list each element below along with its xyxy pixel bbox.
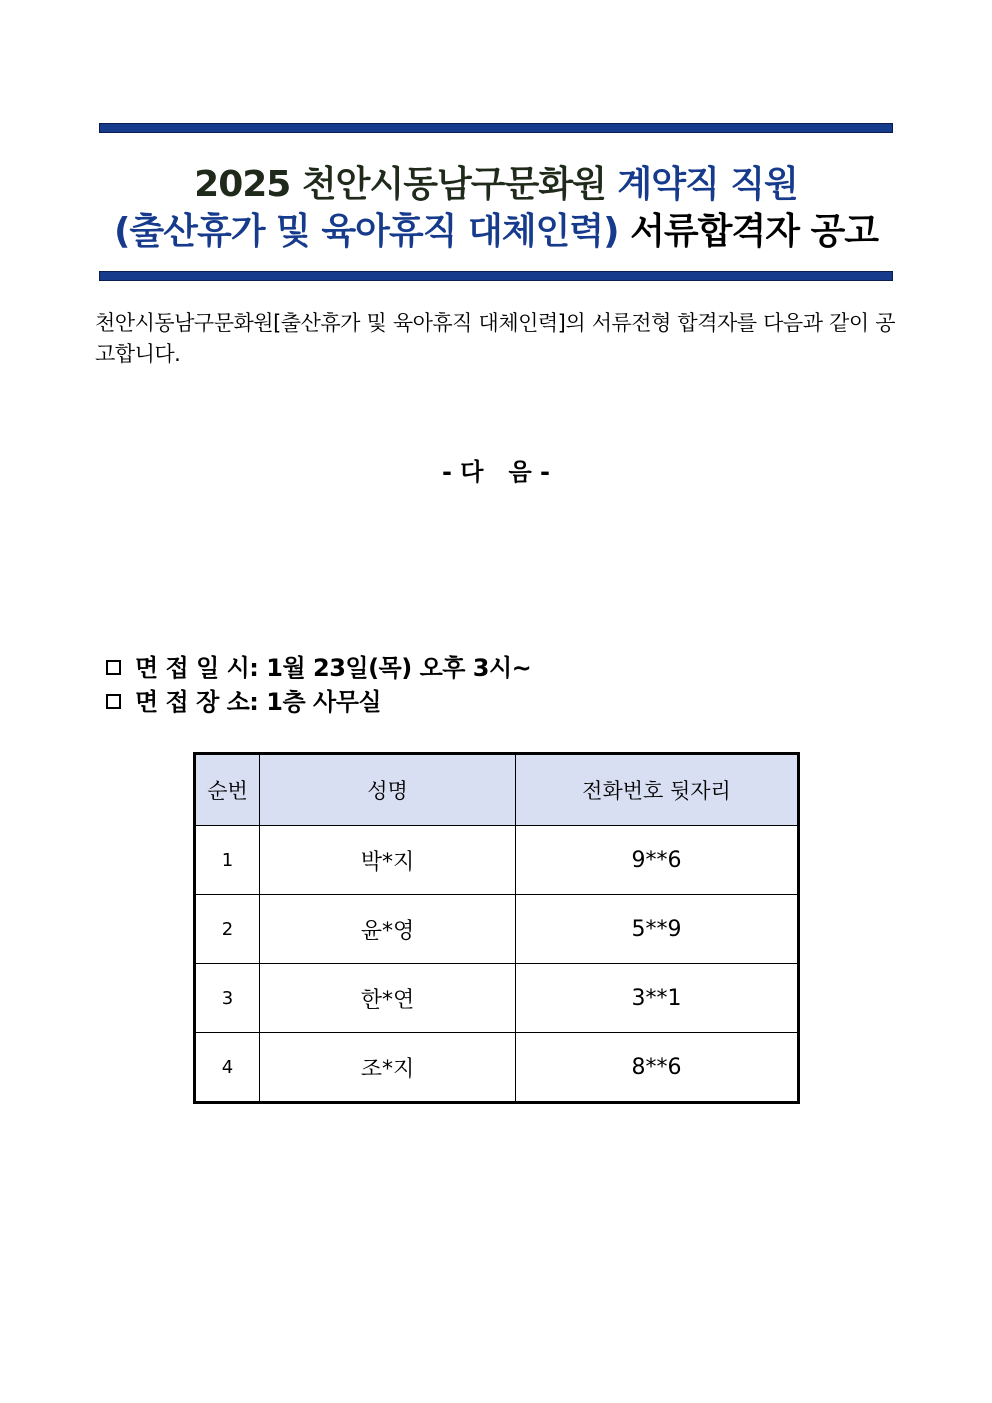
table-row: [195, 964, 799, 1033]
row-name: 윤*영: [260, 895, 516, 964]
title-line-2: [99, 203, 893, 254]
row-phone: 8**6: [516, 1033, 799, 1103]
interview-place-value: 1층 사무실: [266, 688, 382, 716]
row-order: 1: [195, 826, 260, 895]
row-order: 2: [195, 895, 260, 964]
table-header-row: [195, 754, 799, 826]
row-phone: 5**9: [516, 895, 799, 964]
row-name: 박*지: [260, 826, 516, 895]
row-phone: 9**6: [516, 826, 799, 895]
checkbox-square-icon: [106, 694, 121, 709]
applicants-table: [193, 752, 800, 1104]
row-phone: 3**1: [516, 964, 799, 1033]
interview-place-label: 면 접 장 소:: [135, 688, 259, 716]
section-heading: - 다 음 -: [441, 458, 551, 486]
row-name: 한*연: [260, 964, 516, 1033]
header-order: 순번: [195, 754, 260, 826]
table-row: [195, 895, 799, 964]
row-order: 3: [195, 964, 260, 1033]
title-line-1: [99, 156, 893, 207]
row-name: 조*지: [260, 1033, 516, 1103]
table-row: [195, 1033, 799, 1103]
header-phone: 전화번호 뒷자리: [516, 754, 799, 826]
row-order: 4: [195, 1033, 260, 1103]
header-name: 성명: [260, 754, 516, 826]
interview-datetime-value: 1월 23일(목) 오후 3시~: [266, 654, 532, 682]
title-org: 2025 천안시동남구문화원: [194, 164, 606, 205]
table-row: [195, 826, 799, 895]
bottom-rule: [99, 271, 893, 281]
title-suffix: 서류합격자 공고: [630, 211, 879, 252]
interview-place: [106, 682, 381, 717]
checkbox-square-icon: [106, 660, 121, 675]
interview-datetime-label: 면 접 일 시:: [135, 654, 259, 682]
interview-datetime: [106, 648, 531, 683]
intro-paragraph: 천안시동남구문화원[출산휴가 및 육아휴직 대체인력]의 서류전형 합격자를 다음과 같이 공고합니다.: [95, 311, 895, 366]
top-rule: [99, 123, 893, 133]
title-replacement: (출산휴가 및 육아휴직 대체인력): [113, 211, 619, 252]
title-contract-staff: 계약직 직원: [617, 164, 798, 205]
